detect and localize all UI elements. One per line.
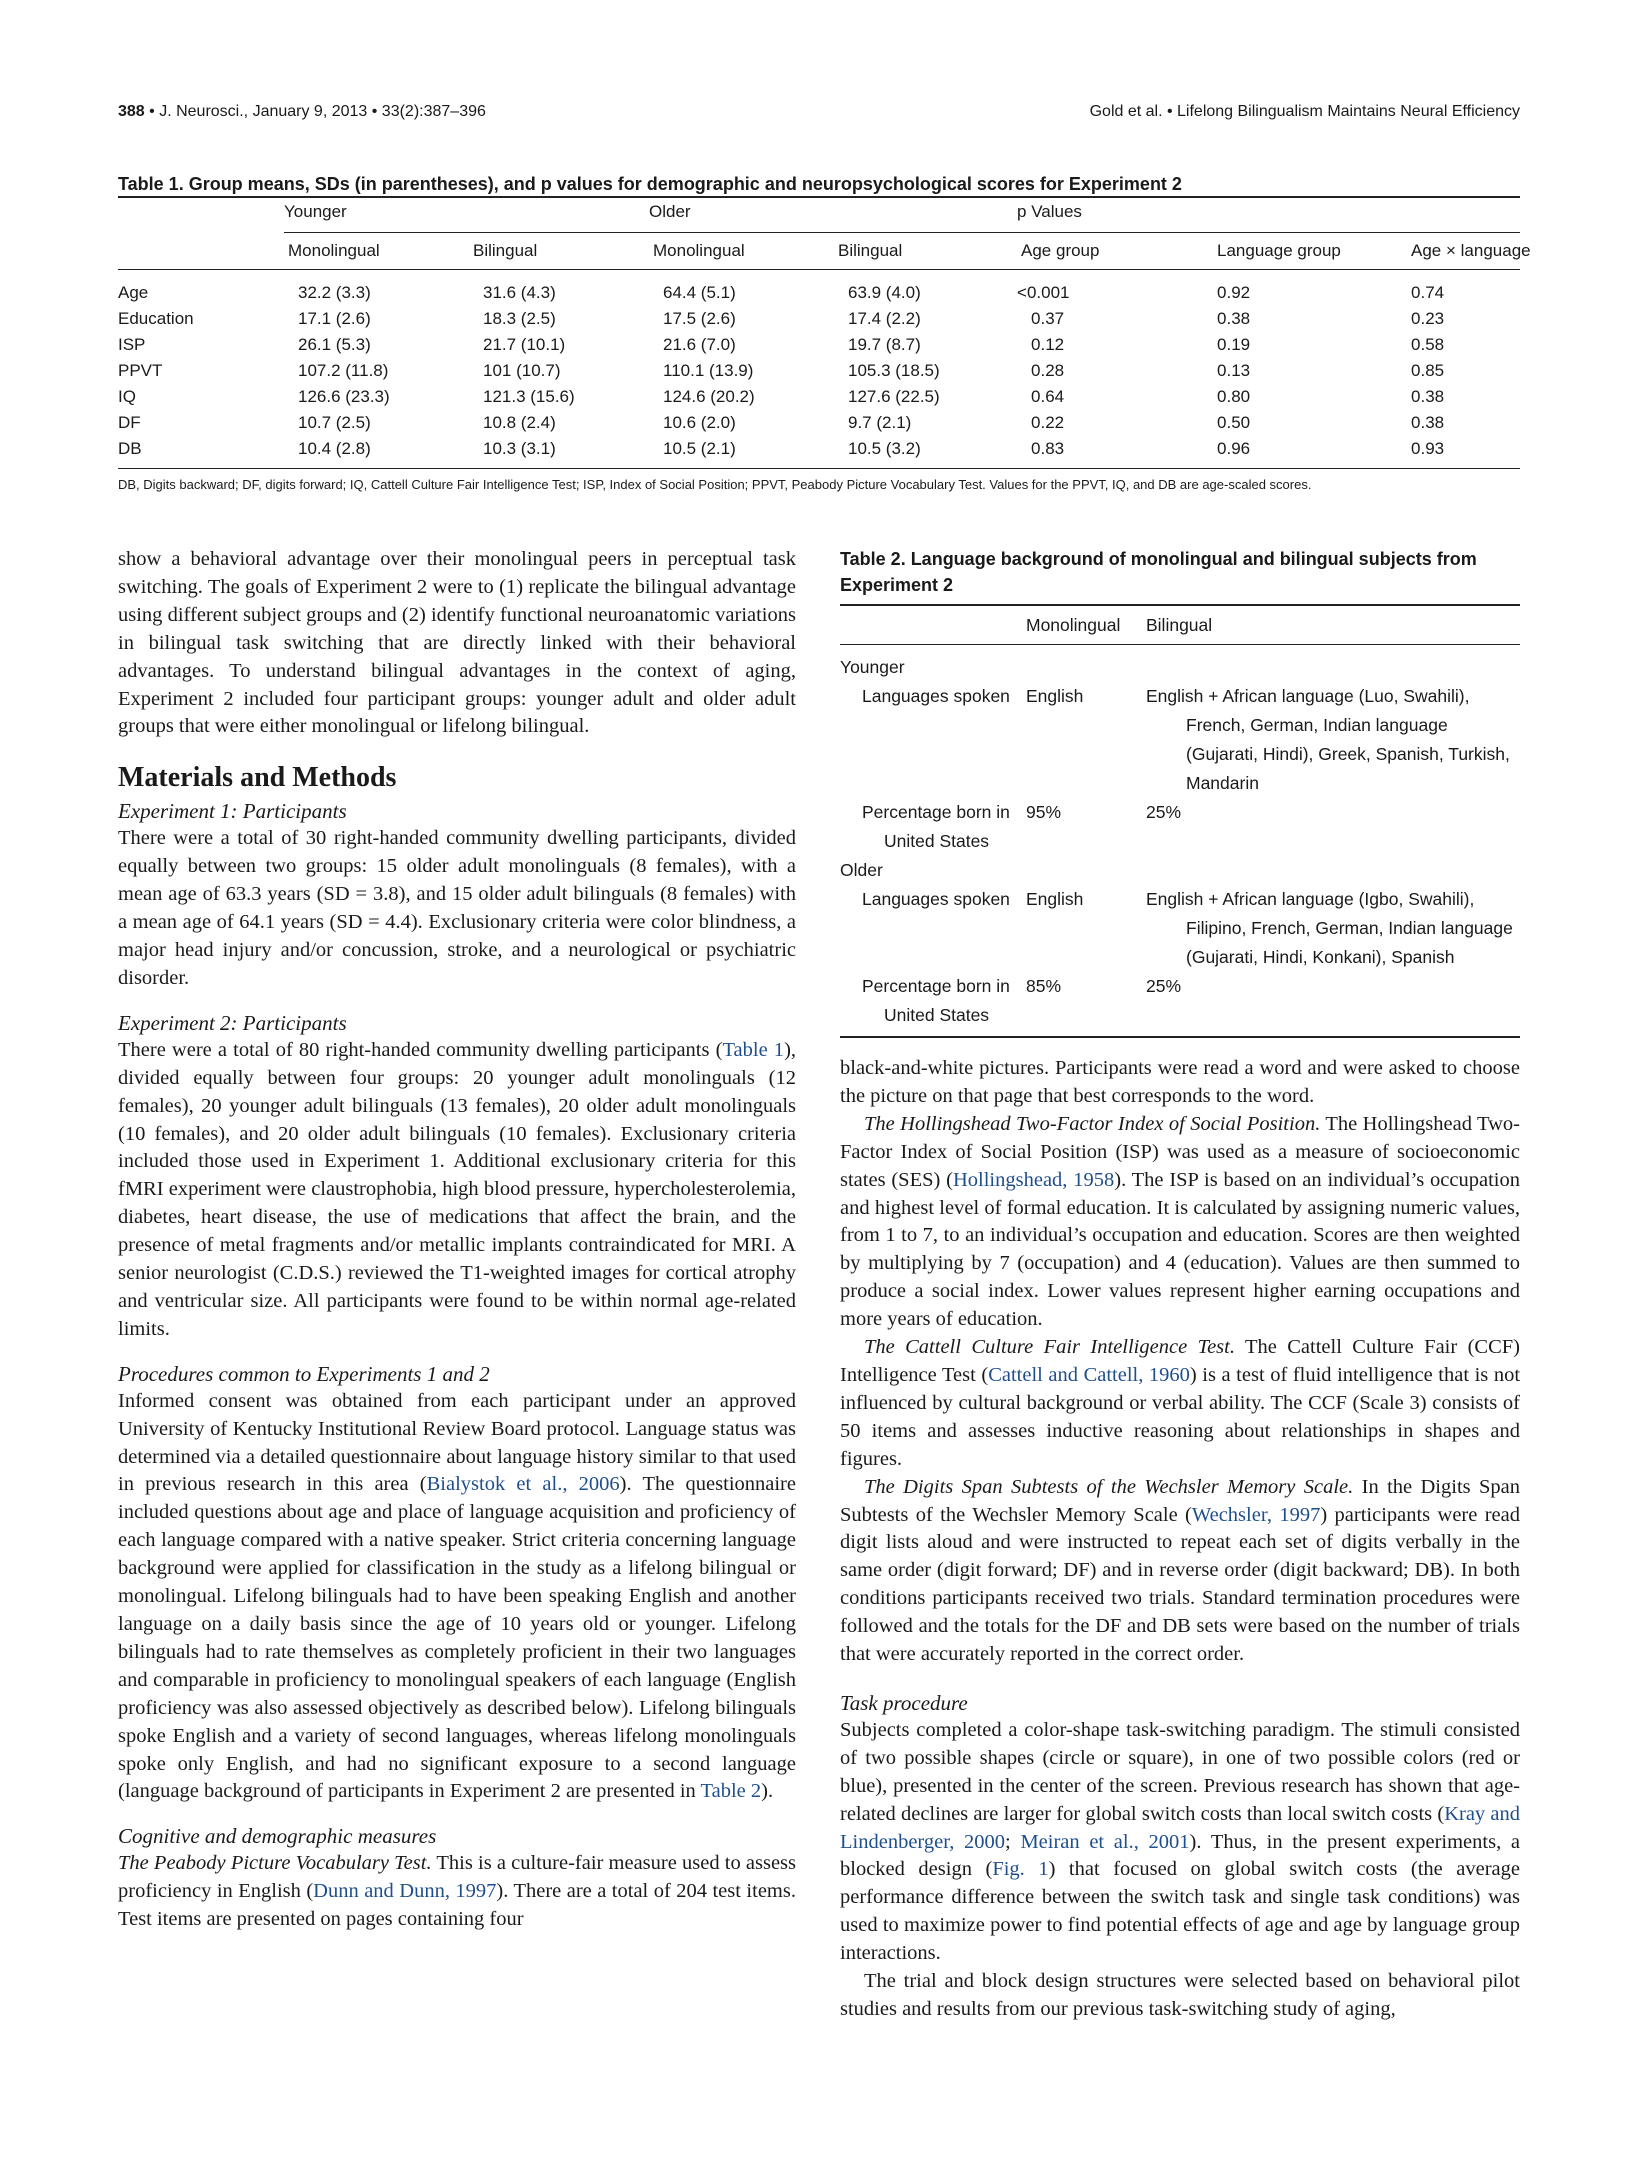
running-head xyxy=(118,103,1520,127)
table-1-caption-text: Table 1. Group means, SDs (in parentheses), and p values for demographic and neuropsychological scores for Experiment 2 xyxy=(118,174,1182,194)
table-cell: 85% xyxy=(1026,972,1146,1037)
table-2-grid xyxy=(840,604,1520,1038)
text-run: This is a culture-fair measure used to assess proficiency in English ( xyxy=(118,1852,797,1903)
row-label: Age xyxy=(118,283,149,302)
table-cell: 124.6 (20.2) xyxy=(663,387,755,406)
table-cell: 64.4 (5.1) xyxy=(663,283,736,302)
table-cell: 10.3 (3.1) xyxy=(469,436,649,469)
table-cell: 25% xyxy=(1146,802,1182,822)
table-1-sub-header: Bilingual xyxy=(834,233,1017,270)
table-cell: 0.38 xyxy=(1411,413,1445,432)
table-1-sub-header: Monolingual xyxy=(284,233,469,270)
table-2 xyxy=(840,546,1520,1038)
group-label: Older xyxy=(840,860,883,880)
table-row xyxy=(118,358,1520,384)
table-cell: 0.23 xyxy=(1411,309,1445,328)
table-1-sub-blank xyxy=(118,233,284,270)
table-row xyxy=(118,332,1520,358)
paragraph xyxy=(118,1388,796,1807)
table-2-link[interactable]: Table 2 xyxy=(700,1780,762,1803)
table-cell: 0.37 xyxy=(1031,309,1065,328)
table-1-footnote: DB, Digits backward; DF, digits forward; IQ, Cattell Culture Fair Intelligence Test; ISP, Index of Social Position; PPVT, Peabody Picture Vocabulary Test. Values for the PPVT, IQ, and DB are age-scaled scores. xyxy=(118,477,1312,492)
row-label xyxy=(840,798,1026,856)
table-1-sub-header: Monolingual xyxy=(649,233,834,270)
paragraph xyxy=(840,1111,1520,1334)
section-heading: Materials and Methods xyxy=(118,762,397,794)
page-number: 388 xyxy=(118,103,145,120)
text-run: ). xyxy=(761,1780,774,1803)
text-run: ). There are a total of 204 test items. Test items are presented on pages containing four xyxy=(118,1880,796,1931)
row-label xyxy=(840,972,1026,1037)
run-in-title: The Hollingshead Two-Factor Index of Social Position. xyxy=(864,1112,1321,1135)
table-cell: 0.38 xyxy=(1411,387,1445,406)
row-label-text: Languages spoken xyxy=(862,686,1010,706)
table-1-caption xyxy=(118,172,1520,196)
table-cell: 0.13 xyxy=(1217,361,1251,380)
row-label-text: Percentage born in United States xyxy=(862,976,1010,1025)
row-label: Education xyxy=(118,309,194,328)
table-cell: English xyxy=(1026,889,1084,909)
table-cell: 21.7 (10.1) xyxy=(483,335,566,354)
table-cell: 25% xyxy=(1146,972,1520,1037)
row-label: ISP xyxy=(118,335,146,354)
table-1-sub-header: Language group xyxy=(1187,233,1397,270)
table-1-group-older: Older xyxy=(649,197,1017,233)
table-cell: 31.6 (4.3) xyxy=(483,283,556,302)
row-label-text: Languages spoken xyxy=(862,889,1010,909)
table-2-header: Monolingual xyxy=(1026,605,1146,645)
table-cell: 105.3 (18.5) xyxy=(848,361,940,380)
row-label: DB xyxy=(118,436,284,469)
table-cell-text: English + African language (Luo, Swahili), French, German, Indian language (Gujarati, Hindi), Greek, Spanish, Turkish, Mandarin xyxy=(1146,686,1510,793)
text-run: ) participants were read digit lists aloud and were instructed to repeat each set of digits verbally in the same order (digit forward; DF) and in reverse order (digit backward; DB). In both conditions participants received two trials. Standard termination procedures were followed and the totals for the DF and DB sets were based on the number of trials that were accurately reported in the correct order. xyxy=(840,1503,1520,1666)
table-cell: 10.6 (2.0) xyxy=(663,413,736,432)
run-in-title: The Cattell Culture Fair Intelligence Test. xyxy=(864,1336,1235,1359)
table-cell: 17.4 (2.2) xyxy=(848,309,921,328)
table-cell: 18.3 (2.5) xyxy=(483,309,556,328)
table-cell: 101 (10.7) xyxy=(483,361,561,380)
text-run: ), divided equally between four groups: 20 younger adult monolinguals (12 females), 20 younger adult bilinguals (13 females), 20 older adult monolinguals (10 females), and 20 older adult bilinguals (10 females). Exclusionary criteria included those used in Experiment 1. Additional exclusionary criteria for this fMRI experiment were claustrophobia, high blood pressure, hypercholesterolemia, diabetes, heart disease, the use of medications that affect the brain, and the presence of metal fragments and/or metallic implants contraindicated for MRI. A senior neurologist (C.D.S.) reviewed the T1-weighted images for cortical atrophy and ventricular size. All participants were found to be within normal age-related limits. xyxy=(118,1038,797,1340)
table-cell: 0.22 xyxy=(1031,413,1065,432)
table-cell: 0.58 xyxy=(1411,335,1445,354)
table-cell: 0.74 xyxy=(1411,283,1445,302)
citation-link[interactable]: Meiran et al., 2001 xyxy=(1020,1830,1190,1853)
table-1-sub-header: Bilingual xyxy=(469,233,649,270)
table-cell-text: English + African language (Igbo, Swahili), Filipino, French, German, Indian language (Gujarati, Hindi, Konkani), Spanish xyxy=(1146,889,1513,967)
citation-link[interactable]: Cattell and Cattell, 1960 xyxy=(988,1363,1190,1386)
table-2-caption: Table 2. Language background of monolingual and bilingual subjects from Experiment 2 xyxy=(840,549,1477,595)
table-row xyxy=(118,384,1520,410)
table-1-sub-header: Age group xyxy=(1017,233,1187,270)
table-cell: 10.8 (2.4) xyxy=(483,413,556,432)
table-1-sub-header: Age × language xyxy=(1397,233,1520,270)
table-cell: 21.6 (7.0) xyxy=(663,335,736,354)
table-cell: 0.92 xyxy=(1217,283,1251,302)
table-row xyxy=(840,856,1520,885)
table-cell: 10.4 (2.8) xyxy=(284,436,469,469)
paragraph xyxy=(118,1037,796,1344)
table-cell: 0.80 xyxy=(1217,387,1251,406)
table-row xyxy=(840,798,1520,856)
table-cell: 0.83 xyxy=(1017,436,1187,469)
table-cell: 107.2 (11.8) xyxy=(298,361,389,380)
paragraph xyxy=(840,1717,1520,1968)
table-cell: 0.93 xyxy=(1397,436,1520,469)
table-cell: 10.5 (3.2) xyxy=(834,436,1017,469)
table-cell: 26.1 (5.3) xyxy=(298,335,371,354)
table-cell: 10.7 (2.5) xyxy=(298,413,371,432)
table-cell: 32.2 (3.3) xyxy=(298,283,371,302)
table-row xyxy=(840,885,1520,972)
subsection-heading: Experiment 2: Participants xyxy=(118,1010,347,1035)
table-cell xyxy=(1146,682,1520,798)
citation-link[interactable]: Dunn and Dunn, 1997 xyxy=(313,1880,497,1903)
table-cell: 9.7 (2.1) xyxy=(848,413,912,432)
table-1-link[interactable]: Table 1 xyxy=(722,1038,785,1061)
table-row xyxy=(118,436,1520,469)
text-run: ) that focused on global switch costs (the average performance difference between the switch task and single task conditions) was used to maximize power to find potential effects of age and age by language group interactions. xyxy=(840,1858,1520,1965)
row-label xyxy=(840,682,1026,798)
table-cell: 110.1 (13.9) xyxy=(663,361,754,380)
table-cell: 0.64 xyxy=(1031,387,1065,406)
table-cell: 0.85 xyxy=(1411,361,1445,380)
paragraph xyxy=(840,1474,1520,1669)
table-cell xyxy=(1146,885,1520,972)
journal-citation: • J. Neurosci., January 9, 2013 • 33(2):387–396 xyxy=(149,103,486,120)
text-run: In the Digits Span Subtests of the Wechsler Memory Scale ( xyxy=(840,1475,1520,1526)
row-label-text: Percentage born in United States xyxy=(862,802,1010,851)
text-run: ; xyxy=(1005,1830,1021,1853)
row-label: IQ xyxy=(118,387,136,406)
table-row xyxy=(840,645,1520,683)
table-cell: English xyxy=(1026,686,1084,706)
table-cell: 19.7 (8.7) xyxy=(848,335,921,354)
table-1-group-younger: Younger xyxy=(284,197,649,233)
table-cell: 0.19 xyxy=(1217,335,1251,354)
text-run: The Cattell Culture Fair (CCF) Intelligence Test ( xyxy=(840,1336,1520,1386)
table-cell: 0.38 xyxy=(1217,309,1251,328)
citation-link[interactable]: Wechsler, 1997 xyxy=(1191,1503,1321,1526)
text-run: ). The questionnaire included questions about age and place of language acquisition and proficiency of each language compared with a native speaker. Strict criteria concerning language background were applied for classification in the study as a lifelong bilingual or monolingual. Lifelong bilinguals had to have been speaking English and another language on a daily basis since the age of 10 years old or younger. Lifelong bilinguals had to rate themselves as completely proficient in their two languages and comparable in proficiency to monolingual speakers of each language (English proficiency was also assessed objectively as described below). Lifelong bilinguals spoke English and a variety of second languages, whereas lifelong monolinguals spoke only English, and had no significant exposure to a second language (language background of participants in Experiment 2 are presented in xyxy=(118,1473,796,1803)
citation-link[interactable]: Bialystok et al., 2006 xyxy=(426,1473,620,1496)
table-2-header-blank xyxy=(840,605,1026,645)
table-cell: 0.96 xyxy=(1187,436,1397,469)
text-run: ) is a test of fluid intelligence that is not influenced by cultural background or verbal ability. The CCF (Scale 3) consists of 50 items and assesses inductive reasoning about relationships in shapes and figures. xyxy=(840,1363,1521,1470)
table-row xyxy=(118,270,1520,307)
paragraph: There were a total of 30 right-handed community dwelling participants, divided equally between two groups: 15 older adult monolinguals (8 females), with a mean age of 63.3 years (SD = 3.8), and 15 older adult bilinguals (8 females) with a mean age of 64.1 years (SD = 4.4). Exclusionary criteria were color blindness, a major head injury and/or concussion, stroke, and a neurological or psychiatric disorder. xyxy=(118,827,796,989)
subsection-heading: Experiment 1: Participants xyxy=(118,799,347,824)
subsection-heading: Task procedure xyxy=(840,1690,968,1715)
intro-paragraph: show a behavioral advantage over their monolingual peers in perceptual task switching. The goals of Experiment 2 were to (1) replicate the bilingual advantage using different subject groups and (2) identify functional neuroanatomic variations in bilingual task switching that are directly linked with their behavioral advantages. To understand bilingual advantages in the context of aging, Experiment 2 included four participant groups: younger adult and older adult groups that were either monolingual or lifelong bilingual. xyxy=(118,548,796,738)
text-run: The Hollingshead Two-Factor Index of Social Position (ISP) was used as a measure of socioeconomic states (SES) ( xyxy=(840,1112,1520,1191)
row-label: DF xyxy=(118,413,141,432)
table-cell: 0.50 xyxy=(1217,413,1251,432)
table-cell: 121.3 (15.6) xyxy=(483,387,575,406)
table-row xyxy=(118,306,1520,332)
group-label: Younger xyxy=(840,657,905,677)
citation-link[interactable]: Kray and Lindenberger, 2000 xyxy=(840,1802,1520,1853)
text-run: Informed consent was obtained from each participant under an approved University of Kentucky Institutional Review Board protocol. Language status was determined via a detailed questionnaire about language history similar to that used in previous research in this area ( xyxy=(118,1389,796,1496)
text-run: ). The ISP is based on an individual’s occupation and highest level of formal education. It is calculated by assigning numeric values, from 1 to 7, to an individual’s occupation and education. Scores are then weighted by multiplying by 7 (occupation) and 4 (education). Values are then summed to produce a social index. Lower values represent higher earning occupations and more years of education. xyxy=(840,1168,1520,1331)
table-cell: 0.12 xyxy=(1031,335,1065,354)
table-1-corner xyxy=(118,197,284,233)
table-1-group-pvalues: p Values xyxy=(1017,197,1520,233)
paragraph xyxy=(840,1334,1520,1474)
run-in-title: The Digits Span Subtests of the Wechsler Memory Scale. xyxy=(864,1475,1354,1498)
table-cell: <0.001 xyxy=(1017,283,1070,302)
text-run: Subjects completed a color-shape task-switching paradigm. The stimuli consisted of two possible shapes (circle or square), in one of two possible colors (red or blue), presented in the center of the screen. Previous research has shown that age-related declines are larger for global switch costs than local switch costs ( xyxy=(840,1718,1520,1825)
text-run: ). Thus, in the present experiments, a blocked design ( xyxy=(840,1830,1520,1881)
table-row xyxy=(118,410,1520,436)
text-run: There were a total of 80 right-handed community dwelling participants ( xyxy=(118,1038,723,1061)
run-in-title: The Peabody Picture Vocabulary Test. xyxy=(118,1852,432,1875)
row-label: PPVT xyxy=(118,361,163,380)
right-column xyxy=(840,1055,1520,2024)
running-title: Gold et al. • Lifelong Bilingualism Maintains Neural Efficiency xyxy=(1089,103,1520,120)
table-cell: 17.5 (2.6) xyxy=(663,309,736,328)
citation-link[interactable]: Hollingshead, 1958 xyxy=(952,1168,1115,1191)
table-cell: 17.1 (2.6) xyxy=(298,309,371,328)
table-cell: 0.28 xyxy=(1031,361,1065,380)
table-row xyxy=(840,682,1520,798)
table-cell: 10.5 (2.1) xyxy=(649,436,834,469)
table-cell: 95% xyxy=(1026,802,1062,822)
table-cell: 126.6 (23.3) xyxy=(298,387,390,406)
table-1 xyxy=(118,172,1531,492)
table-cell: 127.6 (22.5) xyxy=(848,387,940,406)
subsection-heading: Cognitive and demographic measures xyxy=(118,1824,437,1849)
table-row xyxy=(840,972,1520,1037)
paragraph: The trial and block design structures were selected based on behavioral pilot studies and results from our previous task-switching study of aging, xyxy=(840,1970,1520,2020)
table-1-grid xyxy=(118,196,1531,469)
subsection-heading: Procedures common to Experiments 1 and 2 xyxy=(118,1361,490,1386)
paragraph: black-and-white pictures. Participants were read a word and were asked to choose the picture on that page that best corresponds to the word. xyxy=(840,1057,1520,1107)
row-label xyxy=(840,885,1026,972)
running-head-left xyxy=(118,103,486,121)
figure-1-link[interactable]: Fig. 1 xyxy=(992,1858,1049,1881)
table-2-header: Bilingual xyxy=(1146,605,1520,645)
paragraph xyxy=(118,1850,796,1934)
left-column xyxy=(118,546,796,1934)
table-cell: 63.9 (4.0) xyxy=(848,283,921,302)
